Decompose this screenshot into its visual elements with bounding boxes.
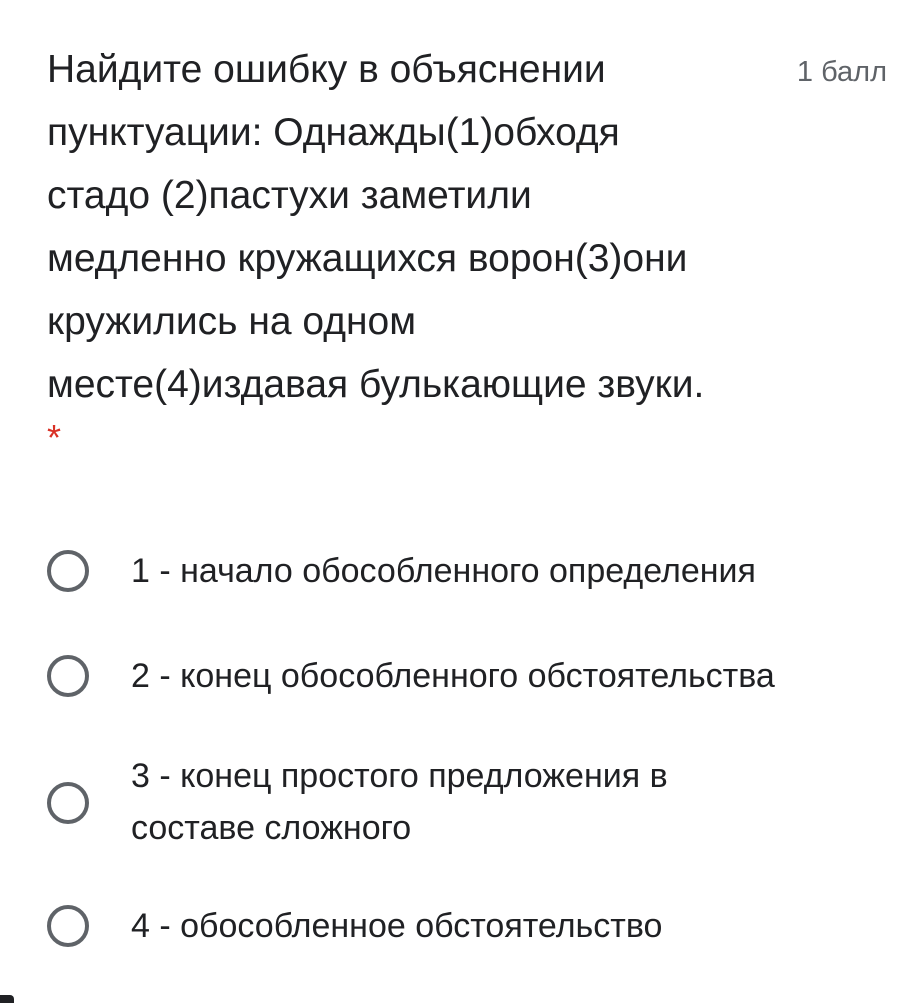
option-3[interactable]	[47, 750, 887, 854]
option-1[interactable]	[47, 545, 887, 597]
points-label: 1 балл	[796, 56, 887, 88]
radio-button[interactable]	[47, 905, 89, 947]
corner-fragment	[0, 995, 14, 1003]
option-label: 4 - обособленное обстоятельство	[131, 907, 663, 945]
option-label: 2 - конец обособленного обстоятельства	[131, 657, 775, 695]
question-header	[47, 38, 899, 456]
radio-button[interactable]	[47, 550, 89, 592]
option-label: 3 - конец простого предложения в составе сложного	[131, 757, 668, 847]
option-4[interactable]	[47, 900, 887, 952]
radio-button[interactable]	[47, 782, 89, 824]
question-title: Найдите ошибку в объяснении пунктуации: Однажды(1)обходя стадо (2)пастухи заметили медленно кружащихся ворон(3)они кружились на одном месте(4)издавая булькающие звуки.	[47, 48, 705, 406]
option-label: 1 - начало обособленного определения	[131, 552, 756, 590]
option-2[interactable]	[47, 650, 887, 702]
radio-button[interactable]	[47, 655, 89, 697]
required-indicator: *	[47, 417, 62, 458]
